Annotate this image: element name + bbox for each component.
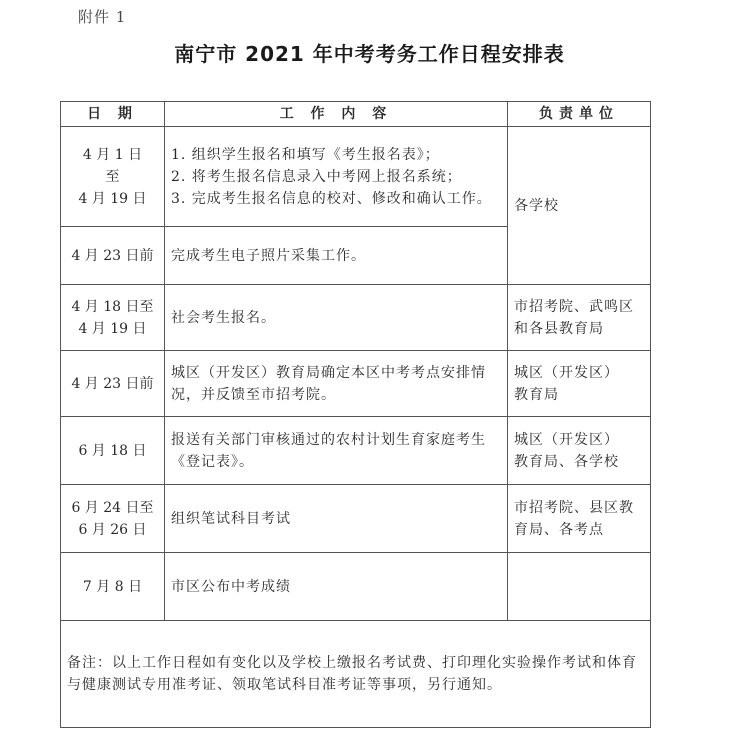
row-content: 社会考生报名。	[165, 285, 508, 351]
row-unit: 城区（开发区） 教育局、各学校	[508, 417, 651, 485]
row-date: 4 月 23 日前	[61, 351, 165, 417]
row-date: 6 月 24 日至 6 月 26 日	[61, 485, 165, 553]
table-note-row	[61, 621, 651, 728]
table-row	[61, 553, 651, 621]
row-unit: 各学校	[508, 127, 651, 285]
header-content: 工 作 内 容	[165, 102, 508, 127]
table-header-row	[61, 102, 651, 127]
table-row	[61, 285, 651, 351]
table-row	[61, 127, 651, 227]
page-title: 南宁市 2021 年中考考务工作日程安排表	[174, 42, 565, 66]
row-content: 完成考生电子照片采集工作。	[165, 227, 508, 285]
row-date: 4 月 23 日前	[61, 227, 165, 285]
table-note: 备注：以上工作日程如有变化以及学校上缴报名考试费、打印理化实验操作考试和体育与健康测试专用准考证、领取笔试科目准考证等事项，另行通知。	[61, 621, 651, 728]
row-content: 城区（开发区）教育局确定本区中考考点安排情况，并反馈至市招考院。	[165, 351, 508, 417]
row-date: 4 月 18 日至 4 月 19 日	[61, 285, 165, 351]
row-unit: 市招考院、县区教育局、各考点	[508, 485, 651, 553]
row-content: 市区公布中考成绩	[165, 553, 508, 621]
row-unit: 城区（开发区） 教育局	[508, 351, 651, 417]
schedule-table	[60, 101, 651, 728]
table-row	[61, 417, 651, 485]
row-date: 6 月 18 日	[61, 417, 165, 485]
header-date: 日 期	[61, 102, 165, 127]
table-row	[61, 485, 651, 553]
row-content: 报送有关部门审核通过的农村计划生育家庭考生《登记表》。	[165, 417, 508, 485]
row-content: 1. 组织学生报名和填写《考生报名表》； 2. 将考生报名信息录入中考网上报名系统； 3. 完成考生报名信息的校对、修改和确认工作。	[165, 127, 508, 227]
row-date: 7 月 8 日	[61, 553, 165, 621]
row-unit	[508, 553, 651, 621]
row-content: 组织笔试科目考试	[165, 485, 508, 553]
header-unit: 负责单位	[508, 102, 651, 127]
row-unit: 市招考院、武鸣区和各县教育局	[508, 285, 651, 351]
attachment-label: 附件 1	[78, 8, 127, 26]
table-row	[61, 351, 651, 417]
row-date: 4 月 1 日 至 4 月 19 日	[61, 127, 165, 227]
